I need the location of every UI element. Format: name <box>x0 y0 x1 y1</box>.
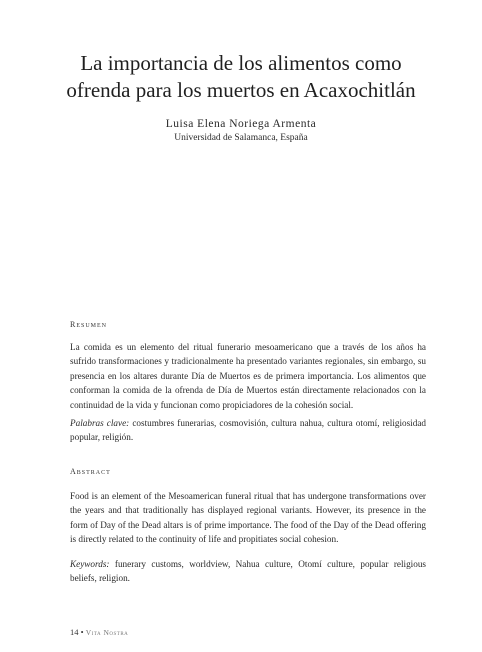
footer-separator: • <box>80 627 84 637</box>
page-number: 14 <box>70 627 79 637</box>
page-footer <box>70 627 128 637</box>
abstract-keywords-text: funerary customs, worldview, Nahua culture, Otomí culture, popular religious beliefs, religion. <box>70 559 427 584</box>
title-line-2: ofrenda para los muertos en Acaxochitlán <box>66 78 416 102</box>
resumen-heading: Resumen <box>70 320 108 329</box>
article-title <box>40 50 442 104</box>
abstract-heading: Abstract <box>70 467 111 476</box>
author-affiliation: Universidad de Salamanca, España <box>174 133 308 143</box>
resumen-keywords-label: Palabras clave: <box>70 418 130 428</box>
abstract-keywords <box>70 557 426 586</box>
author-name: Luisa Elena Noriega Armenta <box>165 118 317 130</box>
resumen-keywords-text: costumbres funerarias, cosmovisión, cultura nahua, cultura otomí, religiosidad popular, religión. <box>70 418 427 443</box>
title-line-1: La importancia de los alimentos como <box>80 51 402 75</box>
resumen-keywords <box>70 416 426 445</box>
resumen-body: La comida es un elemento del ritual funerario mesoamericano que a través de los años ha sufrido transformaciones y tradicionalmente ha presentado variantes regionales, sin embargo, su presencia en los altares durante Día de Muertos es de primera importancia. Los alimentos que conforman la comida de la ofrenda de Día de Muertos están directamente relacionados con la continuidad de la vida y funcionan como propiciadores de la cohesión social. <box>70 342 426 410</box>
abstract-keywords-label: Keywords: <box>70 559 110 569</box>
journal-name: Vita Nostra <box>85 628 129 637</box>
abstract-body: Food is an element of the Mesoamerican funeral ritual that has undergone transformations over the years and that traditionally has displayed regional variants. However, its presence in the form of Day of the Dead altars is of prime importance. The food of the Day of the Dead offering is directly related to the continuity of life and propitiates social cohesion. <box>70 491 426 545</box>
